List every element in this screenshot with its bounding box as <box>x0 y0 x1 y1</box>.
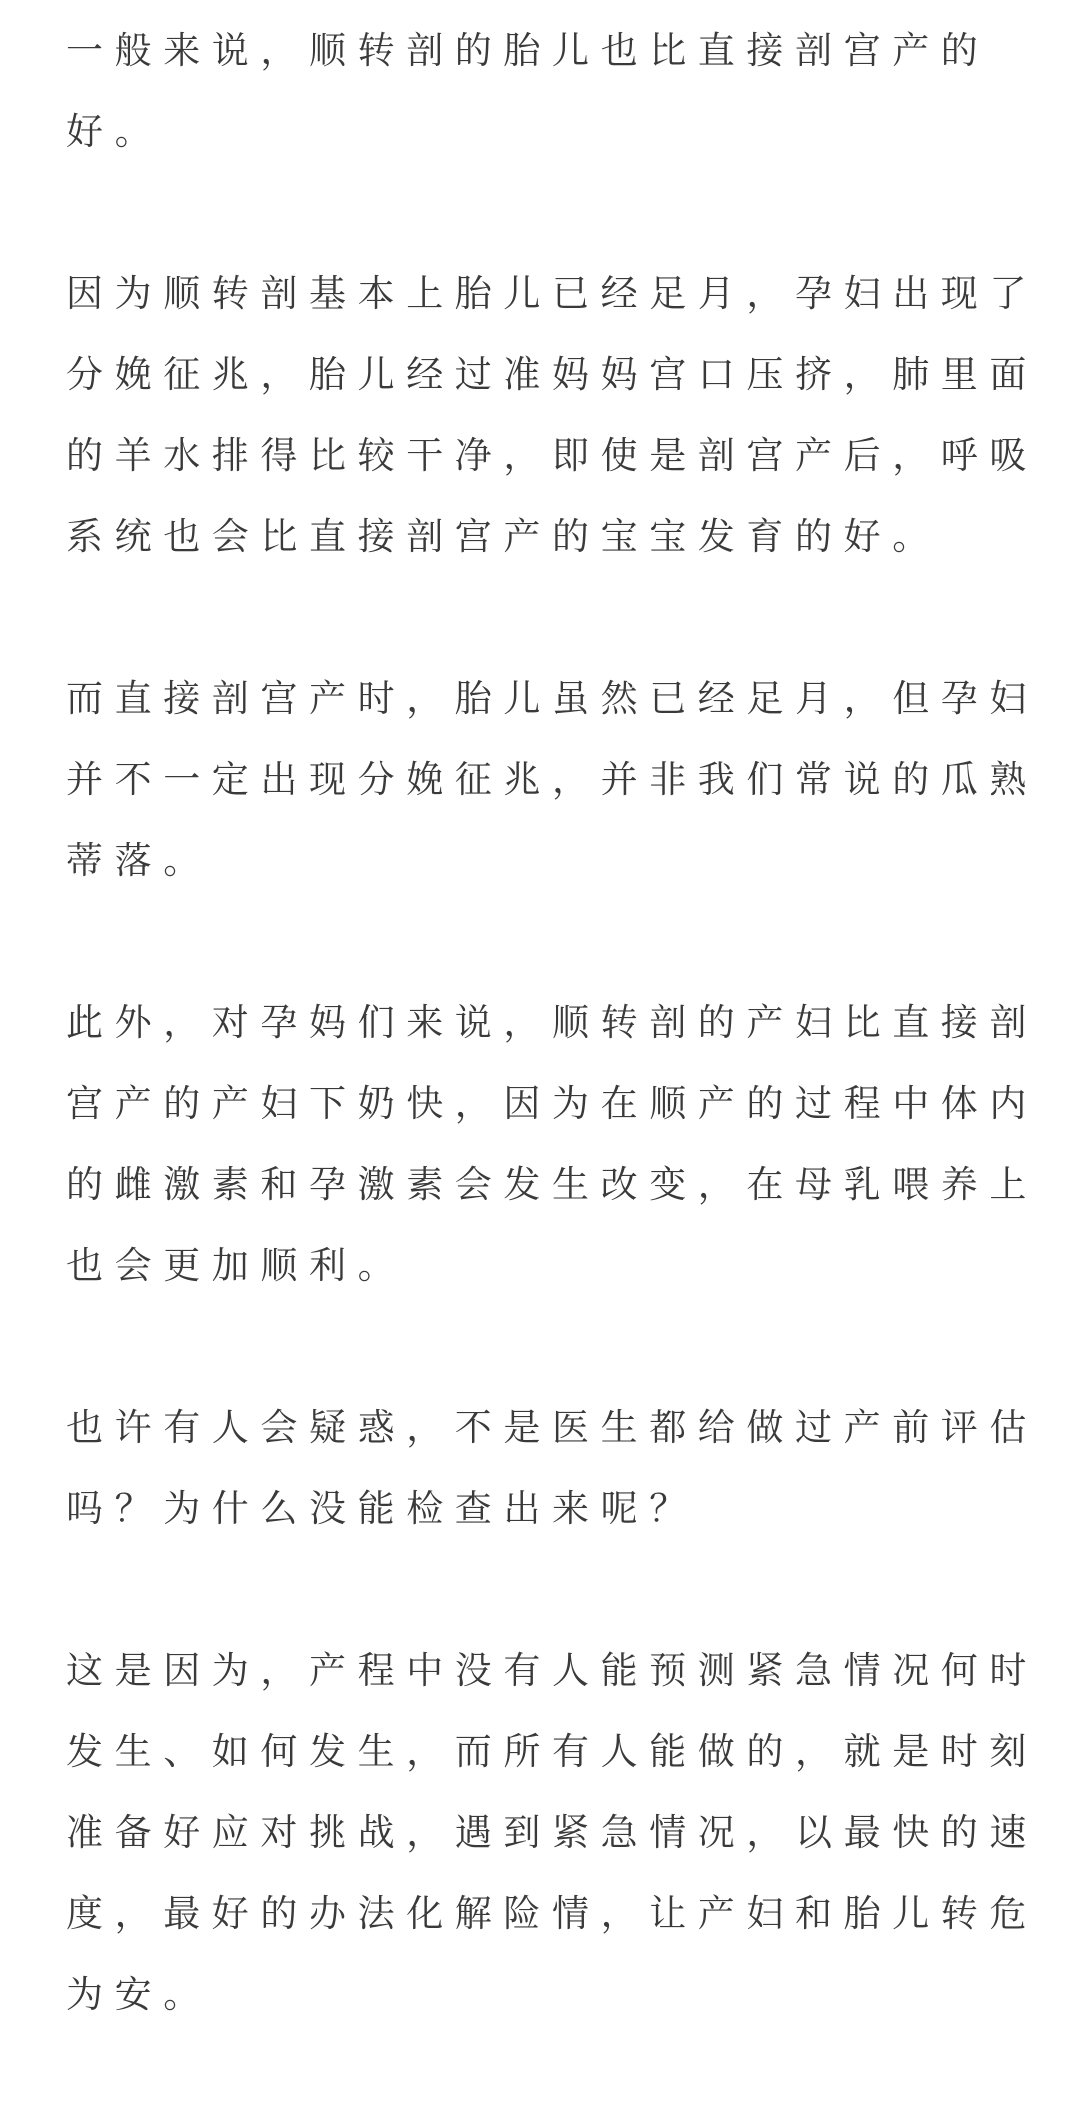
paragraph <box>66 1630 1038 2035</box>
text-line: 这是因为，产程中没有人能预测紧急情况何时 <box>66 1649 1038 1692</box>
text-line: 也会更加顺利。 <box>66 1244 407 1287</box>
text-line: 为安。 <box>66 1973 212 2016</box>
text-line: 吗？为什么没能检查出来呢？ <box>66 1487 698 1530</box>
paragraph <box>66 10 1016 172</box>
text-line: 宫产的产妇下奶快，因为在顺产的过程中体内 <box>66 1082 1038 1125</box>
text-line: 并不一定出现分娩征兆，并非我们常说的瓜熟 <box>66 758 1038 801</box>
paragraph <box>66 1387 1038 1549</box>
text-line: 因为顺转剖基本上胎儿已经足月，孕妇出现了 <box>66 272 1038 315</box>
text-line: 分娩征兆，胎儿经过准妈妈宫口压挤，肺里面 <box>66 353 1038 396</box>
article-body <box>66 10 1038 2116</box>
text-line: 一般来说，顺转剖的胎儿也比直接剖宫产的 <box>66 29 990 72</box>
text-line: 好。 <box>66 110 164 153</box>
text-line: 此外，对孕妈们来说，顺转剖的产妇比直接剖 <box>66 1001 1038 1044</box>
text-line: 系统也会比直接剖宫产的宝宝发育的好。 <box>66 515 941 558</box>
text-line: 准备好应对挑战，遇到紧急情况，以最快的速 <box>66 1811 1038 1854</box>
text-line: 发生、如何发生，而所有人能做的，就是时刻 <box>66 1730 1038 1773</box>
text-line: 度，最好的办法化解险情，让产妇和胎儿转危 <box>66 1892 1038 1935</box>
text-line: 的羊水排得比较干净，即使是剖宫产后，呼吸 <box>66 434 1038 477</box>
text-line: 而直接剖宫产时，胎儿虽然已经足月，但孕妇 <box>66 677 1038 720</box>
text-line: 也许有人会疑惑，不是医生都给做过产前评估 <box>66 1406 1038 1449</box>
text-line: 的雌激素和孕激素会发生改变，在母乳喂养上 <box>66 1163 1038 1206</box>
text-line: 蒂落。 <box>66 839 212 882</box>
paragraph <box>66 658 1038 901</box>
paragraph <box>66 253 1038 577</box>
paragraph <box>66 982 1038 1306</box>
